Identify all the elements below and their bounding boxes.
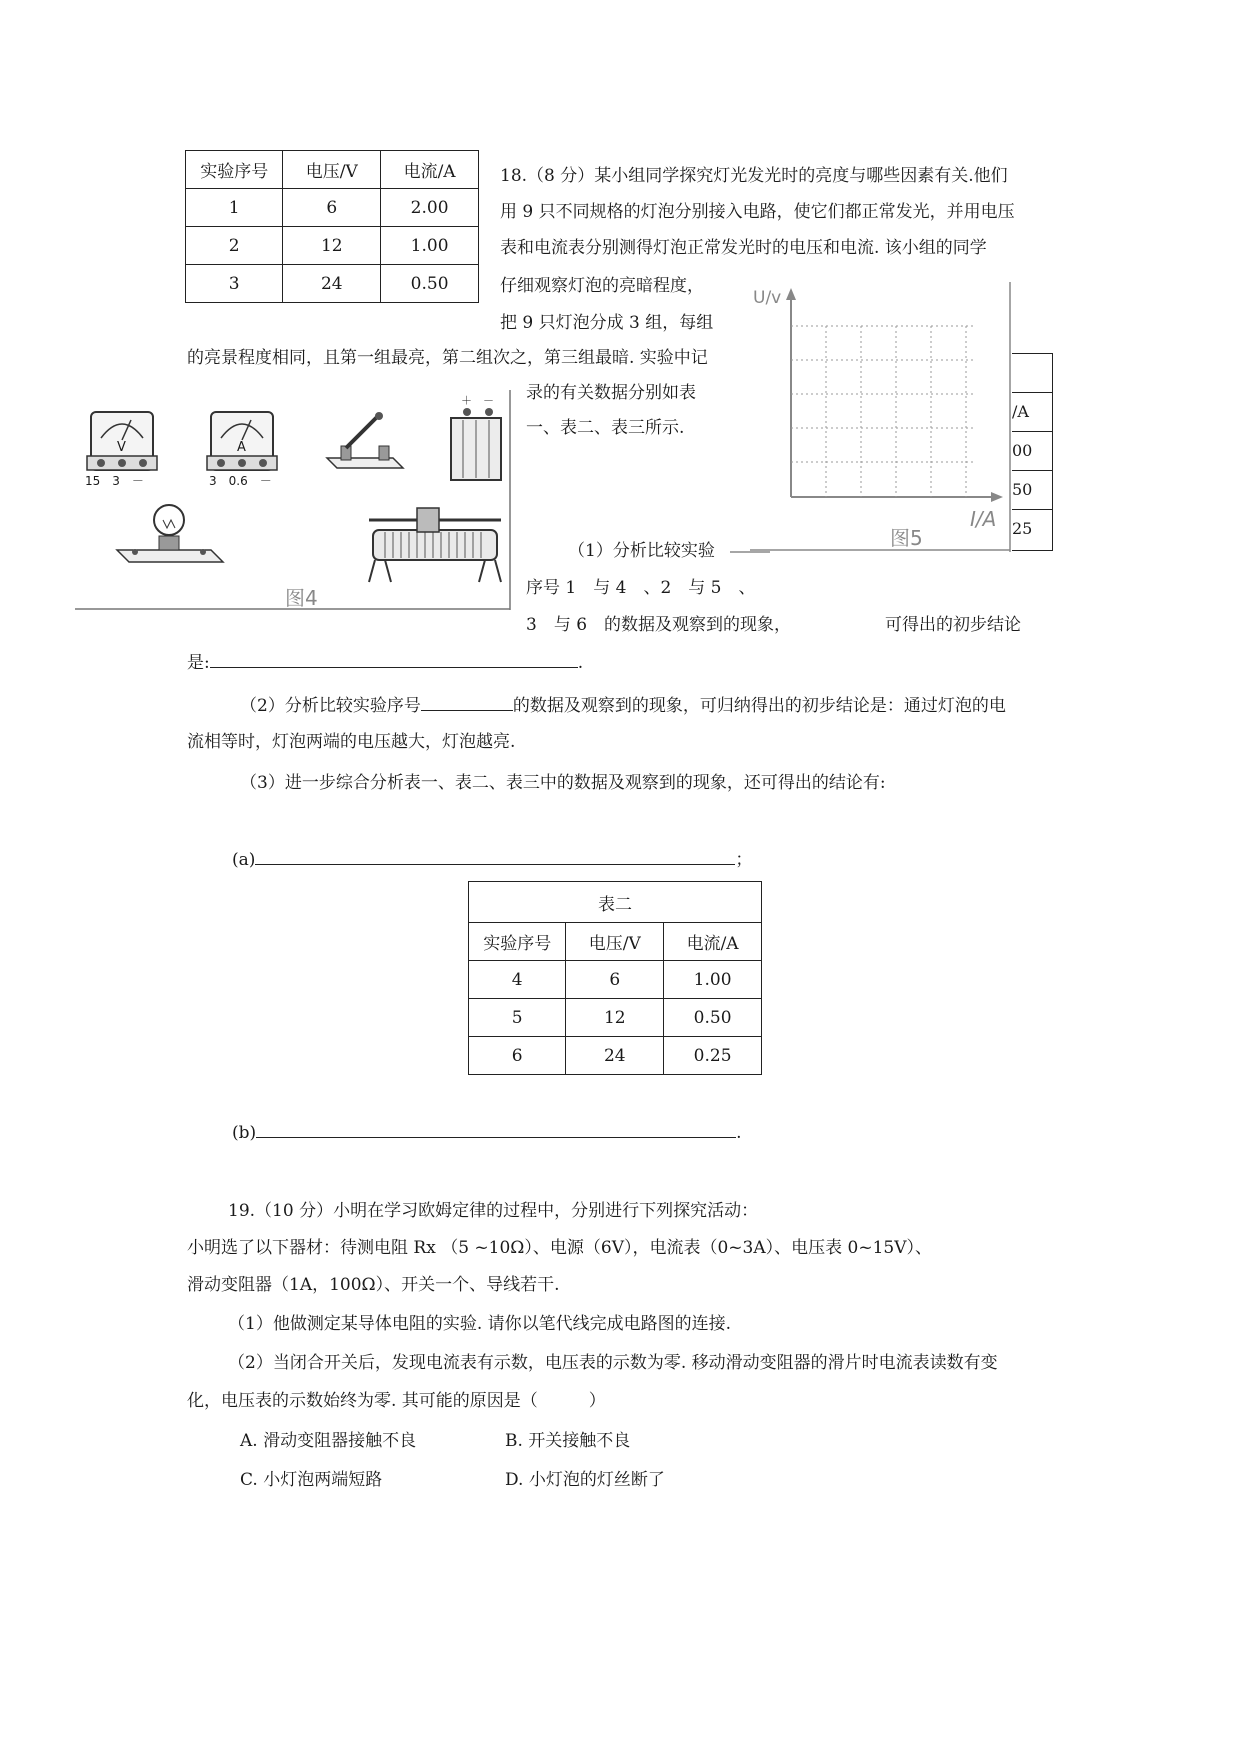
table-cell: 1.00: [381, 227, 479, 265]
table-cell: 6: [469, 1037, 566, 1075]
table-row: [186, 189, 479, 227]
ammeter-letter: A: [237, 440, 246, 455]
voltmeter-terminals: 15 3 －: [85, 474, 144, 488]
choice-b[interactable]: B. 开关接触不良: [505, 1431, 631, 1451]
q18-line-8: 一、表二、表三所示.: [526, 418, 685, 438]
ammeter-terminals: 3 0.6 －: [209, 474, 272, 488]
answer-blank-2[interactable]: [421, 688, 513, 711]
voltmeter-letter: V: [117, 440, 126, 455]
table-row: [469, 999, 762, 1037]
table-1-header-cell: 电流/A: [381, 151, 479, 189]
lamp-icon: [115, 498, 225, 573]
figure-5-label: 图5: [890, 526, 923, 550]
table-cell: 2.00: [381, 189, 479, 227]
battery-icon: [445, 394, 509, 486]
table-3-partial-cell: 00: [1012, 432, 1052, 471]
q18-line-2: 用 9 只不同规格的灯泡分别接入电路，使它们都正常发光，并用电压: [500, 202, 1015, 222]
q19-line-2: 小明选了以下器材：待测电阻 Rx （5 ~10Ω）、电源（6V），电流表（0~3A）、电压表 0~15V）、: [187, 1238, 933, 1258]
rheostat-icon: [365, 490, 505, 590]
table-cell: 0.25: [664, 1037, 762, 1075]
q18-line-4: 仔细观察灯泡的亮暗程度，: [500, 276, 704, 296]
switch-icon: [323, 410, 408, 480]
ammeter-icon: [203, 400, 283, 490]
q18-line-3: 表和电流表分别测得灯泡正常发光时的电压和电流. 该小组的同学: [500, 238, 987, 258]
table-cell: 5: [469, 999, 566, 1037]
q18-line-1: 18.（8 分）某小组同学探究灯光发光时的亮度与哪些因素有关.他们: [500, 166, 1008, 186]
q18-part1-line-b: 序号 1 与 4 、2 与 5 、: [526, 578, 756, 598]
q18-part2-line-a: [240, 688, 1006, 724]
q18-line-7: 录的有关数据分别如表: [526, 383, 696, 403]
table-2-title-row: [469, 882, 762, 923]
table-row: [469, 1037, 762, 1075]
q19-line-4: （1）他做测定某导体电阻的实验. 请你以笔代线完成电路图的连接.: [228, 1314, 732, 1334]
table-3-partial-cell: /A: [1012, 393, 1052, 432]
q18-line-5: 把 9 只灯泡分成 3 组，每组: [500, 313, 714, 333]
voltmeter-icon: [83, 400, 163, 490]
q18-part1-line-e: [187, 645, 583, 681]
table-2-header-row: [469, 923, 762, 961]
q18-part1-prefix: 是:: [187, 653, 210, 673]
table-1-header-cell: 实验序号: [186, 151, 283, 189]
table-2: [468, 881, 762, 1075]
q18-part3-a: [232, 842, 752, 878]
table-cell: 1: [186, 189, 283, 227]
q18-part2-prefix: （2）分析比较实验序号: [240, 696, 421, 716]
table-1-header-row: [186, 151, 479, 189]
table-1-header-cell: 电压/V: [283, 151, 381, 189]
table-cell: 2: [186, 227, 283, 265]
table-cell: 3: [186, 265, 283, 303]
answer-blank-1[interactable]: [210, 645, 578, 668]
table-3-partial-cell: 50: [1012, 471, 1052, 510]
x-axis-label: I/A: [970, 507, 997, 531]
q18-part3-b-end: .: [736, 1123, 742, 1143]
table-row: [186, 227, 479, 265]
q18-part1-line-a: （1）分析比较实验: [568, 541, 715, 561]
table-cell: 24: [566, 1037, 664, 1075]
table-1: [185, 150, 479, 303]
q18-line-6: 的亮景程度相同，且第一组最亮，第二组次之，第三组最暗. 实验中记: [187, 348, 708, 368]
q19-line-5: （2）当闭合开关后，发现电流表有示数，电压表的示数为零. 移动滑动变阻器的滑片时电流表读数有变: [228, 1353, 998, 1373]
table-2-header-cell: 电流/A: [664, 923, 762, 961]
table-cell: 24: [283, 265, 381, 303]
answer-blank-a[interactable]: [255, 842, 735, 865]
table-cell: 12: [566, 999, 664, 1037]
table-cell: 0.50: [381, 265, 479, 303]
battery-signs: ＋ －: [461, 394, 494, 407]
table-3-partial-cell: 25: [1012, 519, 1033, 538]
y-axis-label: U/v: [753, 288, 782, 308]
q18-part3-a-end: ；: [735, 850, 753, 870]
table-cell: 1.00: [664, 961, 762, 999]
q19-line-1: 19.（10 分）小明在学习欧姆定律的过程中，分别进行下列探究活动：: [228, 1201, 759, 1221]
table-2-header-cell: 电压/V: [566, 923, 664, 961]
figure-4-label: 图4: [285, 586, 318, 610]
q19-line-6: 化，电压表的示数始终为零. 其可能的原因是（ ）: [187, 1391, 606, 1411]
q18-part2-suffix: 的数据及观察到的现象，可归纳得出的初步结论是：通过灯泡的电: [512, 696, 1006, 716]
q19-line-3: 滑动变阻器（1A，100Ω）、开关一个、导线若干.: [187, 1275, 560, 1295]
q18-part1-line-d: 可得出的初步结论: [885, 615, 1021, 635]
table-2-header-cell: 实验序号: [469, 923, 566, 961]
q18-part3-b-prefix: (b): [232, 1123, 257, 1143]
table-cell: 4: [469, 961, 566, 999]
figure-5: [745, 282, 1015, 552]
q18-part2-line-c: 流相等时，灯泡两端的电压越大，灯泡越亮.: [187, 732, 516, 752]
q18-part1-end: .: [577, 653, 584, 673]
choice-d[interactable]: D. 小灯泡的灯丝断了: [505, 1470, 665, 1490]
table-2-title: 表二: [469, 882, 762, 923]
table-cell: 0.50: [664, 999, 762, 1037]
answer-blank-b[interactable]: [256, 1115, 736, 1138]
table-row: [186, 265, 479, 303]
q18-part1-line-c: 3 与 6 的数据及观察到的现象，: [526, 615, 792, 635]
q18-part3-b: [232, 1115, 742, 1151]
table-cell: 12: [283, 227, 381, 265]
table-row: [469, 961, 762, 999]
table-cell: 6: [566, 961, 664, 999]
q18-part3: （3）进一步综合分析表一、表二、表三中的数据及观察到的现象，还可得出的结论有:: [240, 773, 886, 793]
q18-part3-a-prefix: (a): [232, 850, 256, 870]
figure-4: [75, 390, 515, 615]
figure-5-baseline: [730, 550, 770, 554]
choice-c[interactable]: C. 小灯泡两端短路: [240, 1470, 383, 1490]
table-cell: 6: [283, 189, 381, 227]
table-3-partial: [1012, 353, 1053, 551]
choice-a[interactable]: A. 滑动变阻器接触不良: [240, 1431, 417, 1451]
